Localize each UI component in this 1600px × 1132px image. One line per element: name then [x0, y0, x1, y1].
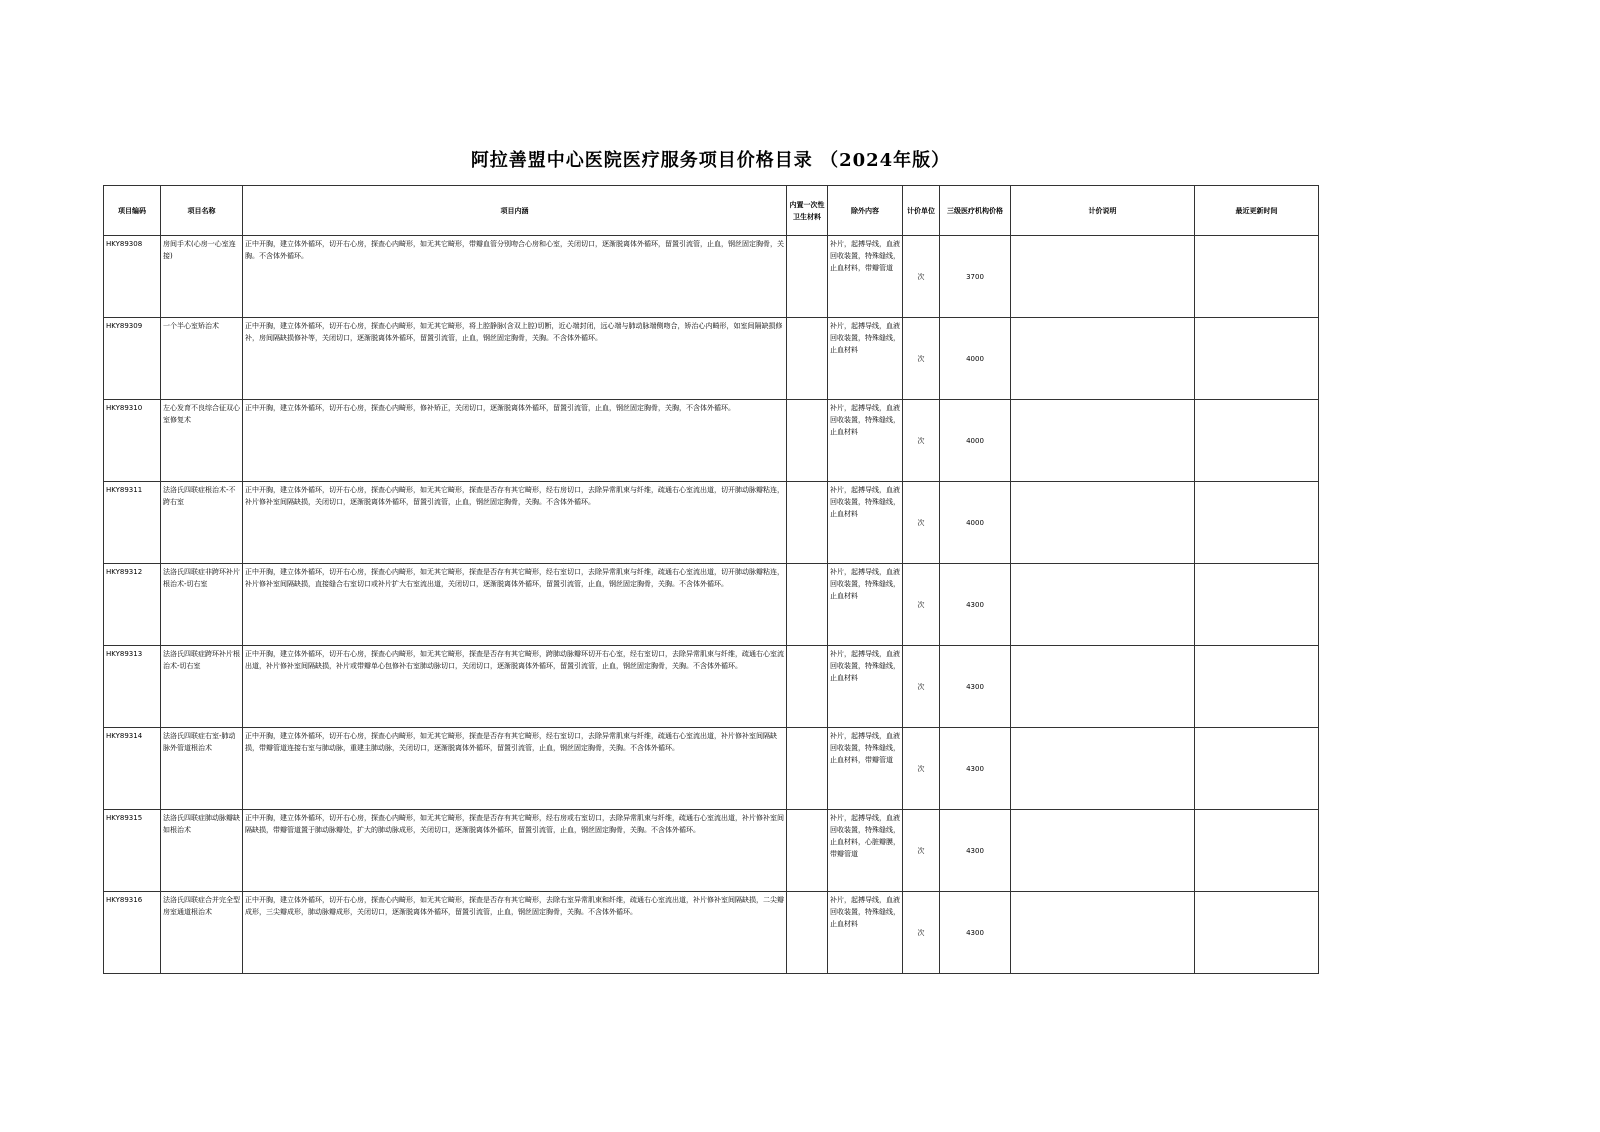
cell-updated — [1195, 892, 1319, 974]
cell-name: 法洛氏四联症右室-肺动脉外管道根治术 — [161, 728, 243, 810]
header-note: 计价说明 — [1011, 186, 1195, 236]
cell-code: HKY89309 — [104, 318, 161, 400]
cell-excluded: 补片，起搏导线，血液回收装置，特殊缝线，止血材料 — [828, 892, 903, 974]
cell-note — [1011, 892, 1195, 974]
cell-code: HKY89313 — [104, 646, 161, 728]
cell-code: HKY89311 — [104, 482, 161, 564]
cell-content: 正中开胸，建立体外循环，切开右心房，探查心内畸形，如无其它畸形，将上腔静脉(含双上腔)切断，近心端封闭，远心端与肺动脉端侧吻合，矫治心内畸形，如室间隔缺损修补，房间隔缺损修补等，关闭切口，逐渐脱离体外循环，留置引流管，止血，钢丝固定胸骨，关胸。不含体外循环。 — [243, 318, 787, 400]
cell-note — [1011, 400, 1195, 482]
cell-content: 正中开胸，建立体外循环，切开右心房，探查心内畸形，如无其它畸形，探查是否存有其它畸形，经右室切口，去除异常肌束与纤维，疏通右心室流出道，切开肺动脉瓣粘连，补片修补室间隔缺损，直接缝合右室切口或补片扩大右室流出道，关闭切口，逐渐脱离体外循环，留置引流管，止血，钢丝固定胸骨，关胸。不含体外循环。 — [243, 564, 787, 646]
table-row — [104, 892, 1319, 974]
cell-name: 一个半心室矫治术 — [161, 318, 243, 400]
cell-content: 正中开胸，建立体外循环，切开右心房，探查心内畸形，如无其它畸形，探查是否存有其它畸形，跨肺动脉瓣环切开右心室，经右室切口，去除异常肌束与纤维，疏通右心室流出道，补片修补室间隔缺损，补片或带瓣单心包修补右室肺动脉切口，关闭切口，逐渐脱离体外循环，留置引流管，止血，钢丝固定胸骨，关胸。不含体外循环。 — [243, 646, 787, 728]
cell-note — [1011, 810, 1195, 892]
table-row — [104, 728, 1319, 810]
header-excluded: 除外内容 — [828, 186, 903, 236]
cell-code: HKY89314 — [104, 728, 161, 810]
header-price: 三级医疗机构价格 — [940, 186, 1011, 236]
cell-note — [1011, 482, 1195, 564]
table-row — [104, 646, 1319, 728]
cell-unit: 次 — [903, 400, 940, 482]
cell-name: 房间手术(心房一心室连接) — [161, 236, 243, 318]
cell-price: 4300 — [940, 564, 1011, 646]
header-updated: 最近更新时间 — [1195, 186, 1319, 236]
cell-content: 正中开胸，建立体外循环，切开右心房，探查心内畸形，如无其它畸形，探查是否存有其它畸形，经右房或右室切口，去除异常肌束与纤维，疏通右心室流出道，补片修补室间隔缺损，带瓣管道置于肺动脉瓣处，扩大的肺动脉成形，关闭切口，逐渐脱离体外循环，留置引流管，止血，钢丝固定胸骨，关胸。不含体外循环。 — [243, 810, 787, 892]
header-name: 项目名称 — [161, 186, 243, 236]
cell-unit: 次 — [903, 810, 940, 892]
cell-code: HKY89316 — [104, 892, 161, 974]
cell-price: 3700 — [940, 236, 1011, 318]
cell-excluded: 补片，起搏导线，血液回收装置，特殊缝线，止血材料，心脏瓣膜，带瓣管道 — [828, 810, 903, 892]
cell-included-materials — [787, 482, 828, 564]
cell-excluded: 补片，起搏导线，血液回收装置，特殊缝线，止血材料 — [828, 646, 903, 728]
cell-note — [1011, 236, 1195, 318]
table-row — [104, 564, 1319, 646]
cell-included-materials — [787, 400, 828, 482]
cell-price: 4300 — [940, 892, 1011, 974]
cell-price: 4000 — [940, 318, 1011, 400]
cell-name: 法洛氏四联症合并完全型房室通道根治术 — [161, 892, 243, 974]
cell-name: 法洛氏四联症肺动脉瓣缺如根治术 — [161, 810, 243, 892]
header-code: 项目编码 — [104, 186, 161, 236]
cell-code: HKY89310 — [104, 400, 161, 482]
cell-updated — [1195, 728, 1319, 810]
cell-excluded: 补片，起搏导线，血液回收装置，特殊缝线，止血材料，带瓣管道 — [828, 728, 903, 810]
cell-updated — [1195, 236, 1319, 318]
cell-included-materials — [787, 318, 828, 400]
cell-note — [1011, 728, 1195, 810]
cell-unit: 次 — [903, 564, 940, 646]
cell-unit: 次 — [903, 646, 940, 728]
cell-content: 正中开胸，建立体外循环，切开右心房，探查心内畸形，如无其它畸形，带瓣血管分别吻合心房和心室，关闭切口，逐渐脱离体外循环，留置引流管，止血，钢丝固定胸骨，关胸。不含体外循环。 — [243, 236, 787, 318]
header-content: 项目内涵 — [243, 186, 787, 236]
cell-name: 左心发育不良综合征双心室修复术 — [161, 400, 243, 482]
cell-included-materials — [787, 646, 828, 728]
table-row — [104, 482, 1319, 564]
cell-name: 法洛氏四联症非跨环补片根治术-切右室 — [161, 564, 243, 646]
cell-code: HKY89315 — [104, 810, 161, 892]
cell-note — [1011, 564, 1195, 646]
table-row — [104, 236, 1319, 318]
cell-content: 正中开胸，建立体外循环，切开右心房，探查心内畸形，如无其它畸形，探查是否存有其它畸形，经右房切口，去除异常肌束与纤维，疏通右心室流出道，切开肺动脉瓣粘连，补片修补室间隔缺损，关闭切口，逐渐脱离体外循环，留置引流管，止血，钢丝固定胸骨，关胸。不含体外循环。 — [243, 482, 787, 564]
cell-excluded: 补片，起搏导线，血液回收装置，特殊缝线，止血材料 — [828, 400, 903, 482]
cell-included-materials — [787, 236, 828, 318]
price-table — [103, 185, 1319, 974]
cell-included-materials — [787, 810, 828, 892]
cell-name: 法洛氏四联症根治术-不跨右室 — [161, 482, 243, 564]
cell-note — [1011, 646, 1195, 728]
cell-excluded: 补片，起搏导线，血液回收装置，特殊缝线，止血材料 — [828, 318, 903, 400]
cell-unit: 次 — [903, 318, 940, 400]
cell-name: 法洛氏四联症跨环补片根治术-切右室 — [161, 646, 243, 728]
cell-content: 正中开胸，建立体外循环，切开右心房，探查心内畸形，如无其它畸形，探查是否存有其它畸形，经右室切口，去除异常肌束与纤维，疏通右心室流出道，补片修补室间隔缺损，带瓣管道连接右室与肺动脉，重建主肺动脉，关闭切口，逐渐脱离体外循环，留置引流管，止血，钢丝固定胸骨，关胸。不含体外循环。 — [243, 728, 787, 810]
cell-updated — [1195, 400, 1319, 482]
cell-price: 4300 — [940, 728, 1011, 810]
cell-price: 4000 — [940, 482, 1011, 564]
cell-included-materials — [787, 728, 828, 810]
cell-updated — [1195, 318, 1319, 400]
cell-updated — [1195, 564, 1319, 646]
cell-price: 4300 — [940, 646, 1011, 728]
header-unit: 计价单位 — [903, 186, 940, 236]
cell-unit: 次 — [903, 892, 940, 974]
cell-code: HKY89312 — [104, 564, 161, 646]
table-body — [104, 236, 1319, 974]
cell-code: HKY89308 — [104, 236, 161, 318]
cell-content: 正中开胸，建立体外循环，切开右心房，探查心内畸形，修补矫正，关闭切口，逐渐脱离体外循环，留置引流管，止血，钢丝固定胸骨，关胸，不含体外循环。 — [243, 400, 787, 482]
cell-excluded: 补片，起搏导线，血液回收装置，特殊缝线，止血材料 — [828, 564, 903, 646]
cell-included-materials — [787, 564, 828, 646]
cell-unit: 次 — [903, 236, 940, 318]
table-row — [104, 318, 1319, 400]
cell-price: 4300 — [940, 810, 1011, 892]
header-row — [104, 186, 1319, 236]
cell-excluded: 补片，起搏导线，血液回收装置，特殊缝线，止血材料 — [828, 482, 903, 564]
cell-unit: 次 — [903, 482, 940, 564]
cell-updated — [1195, 810, 1319, 892]
table-row — [104, 810, 1319, 892]
cell-unit: 次 — [903, 728, 940, 810]
cell-content: 正中开胸，建立体外循环，切开右心房，探查心内畸形，如无其它畸形，探查是否存有其它畸形，去除右室异常肌束和纤维，疏通右心室流出道，补片修补室间隔缺损，二尖瓣成形，三尖瓣成形，肺动脉瓣成形，关闭切口，逐渐脱离体外循环，留置引流管，止血，钢丝固定胸骨，关胸。不含体外循环。 — [243, 892, 787, 974]
cell-updated — [1195, 646, 1319, 728]
cell-updated — [1195, 482, 1319, 564]
cell-note — [1011, 318, 1195, 400]
table-row — [104, 400, 1319, 482]
cell-price: 4000 — [940, 400, 1011, 482]
header-included-materials: 内置一次性卫生材料 — [787, 186, 828, 236]
cell-included-materials — [787, 892, 828, 974]
document-title: 阿拉善盟中心医院医疗服务项目价格目录 （2024年版） — [470, 150, 951, 171]
cell-excluded: 补片，起搏导线，血液回收装置，特殊缝线，止血材料，带瓣管道 — [828, 236, 903, 318]
